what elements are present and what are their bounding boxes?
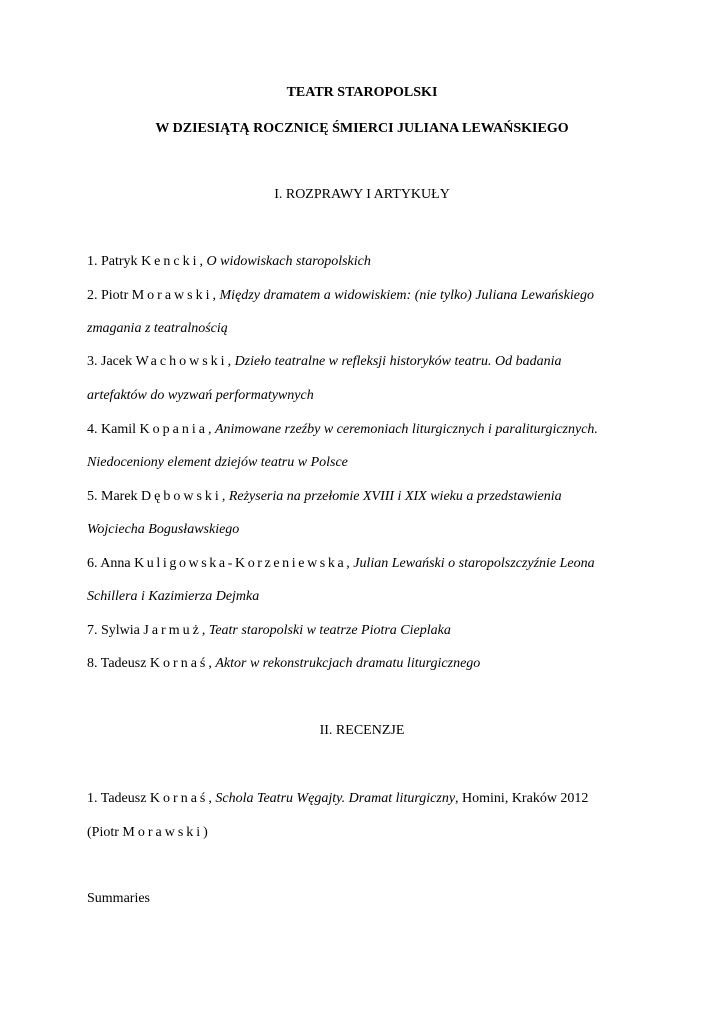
list-item: 2. Piotr Morawski, Między dramatem a widowiskiem: (nie tylko) Juliana Lewańskiego <box>87 288 594 303</box>
list-item: 3. Jacek Wachowski, Dzieło teatralne w refleksji historyków teatru. Od badania <box>87 354 562 369</box>
list-item: 6. Anna Kuligowska-Korzeniewska, Julian Lewański o staropolszczyźnie Leona <box>87 556 595 571</box>
article-title: Julian Lewański o staropolszczyźnie Leona <box>353 556 595 571</box>
list-item: 5. Marek Dębowski, Reżyseria na przełomie XVIII i XIX wieku a przedstawienia <box>87 489 562 504</box>
reviewer-last-name: Morawski <box>122 825 204 840</box>
list-item: 8. Tadeusz Kornaś, Aktor w rekonstrukcjach dramatu liturgicznego <box>87 656 481 671</box>
article-title: Reżyseria na przełomie XVIII i XIX wieku a przedstawienia <box>228 489 562 504</box>
author-last-name: Morawski <box>131 288 213 303</box>
review-publisher: , Homini, Kraków 2012 <box>455 791 589 806</box>
list-item: 7. Sylwia Jarmuż, Teatr staropolski w teatrze Piotra Cieplaka <box>87 623 451 638</box>
list-item-continuation <box>87 455 348 471</box>
section-heading-articles: I. ROZPRAWY I ARTYKUŁY <box>274 187 450 202</box>
list-item-continuation <box>87 522 239 538</box>
author-last-name: Jarmuż <box>143 623 202 638</box>
article-title: Animowane rzeźby w ceremoniach liturgicznych i paraliturgicznych. <box>214 422 598 437</box>
author-first-name: Tadeusz <box>100 656 147 671</box>
list-item-continuation <box>87 321 228 337</box>
document-subtitle: W DZIESIĄTĄ ROCZNICĘ ŚMIERCI JULIANA LEWAŃSKIEGO <box>155 121 569 136</box>
document-title: TEATR STAROPOLSKI <box>286 85 438 100</box>
article-title-cont: artefaktów do wyzwań performatywnych <box>87 388 314 403</box>
author-first-name: Anna <box>100 556 131 571</box>
author-first-name: Kamil <box>101 422 136 437</box>
list-item: 4. Kamil Kopania, Animowane rzeźby w ceremoniach liturgicznych i paraliturgicznych. <box>87 422 598 437</box>
article-title-cont: Niedoceniony element dziejów teatru w Polsce <box>87 455 348 470</box>
author-first-name: Piotr <box>101 288 129 303</box>
reviewer: (Piotr Morawski) <box>87 825 208 840</box>
author-first-name: Sylwia <box>101 623 140 638</box>
author-first-name: Patryk <box>101 254 138 269</box>
list-item: 1. Patryk Kencki, O widowiskach staropolskich <box>87 254 371 269</box>
summaries-heading: Summaries <box>87 891 150 906</box>
author-last-name: Kencki <box>141 254 200 269</box>
section-heading-reviews: II. RECENZJE <box>319 723 405 738</box>
author-last-name: Kornaś <box>149 791 209 806</box>
list-item-continuation <box>87 388 314 404</box>
author-last-name: Kornaś <box>149 656 209 671</box>
article-title: O widowiskach staropolskich <box>206 254 371 269</box>
article-title-cont: Wojciecha Bogusławskiego <box>87 522 240 537</box>
article-title: Aktor w rekonstrukcjach dramatu liturgicznego <box>215 656 481 671</box>
author-first-name: Jacek <box>101 354 133 369</box>
article-title: Między dramatem a widowiskiem: (nie tylko) Juliana Lewańskiego <box>219 288 594 303</box>
article-title-cont: zmagania z teatralnością <box>87 321 228 336</box>
list-item-continuation <box>87 589 259 605</box>
author-first-name: Marek <box>101 489 138 504</box>
review-item: 1. Tadeusz Kornaś, Schola Teatru Węgajty. Dramat liturgiczny, Homini, Kraków 2012 <box>87 791 589 806</box>
article-title-cont: Schillera i Kazimierza Dejmka <box>87 589 260 604</box>
author-first-name: Tadeusz <box>100 791 147 806</box>
article-title: Teatr staropolski w teatrze Piotra Cieplaka <box>208 623 451 638</box>
author-last-name: Kuligowska-Korzeniewska <box>134 556 347 571</box>
review-title: Schola Teatru Węgajty. Dramat liturgiczny <box>215 791 456 806</box>
article-title: Dzieło teatralne w refleksji historyków teatru. Od badania <box>234 354 562 369</box>
author-last-name: Dębowski <box>141 489 222 504</box>
author-last-name: Wachowski <box>135 354 228 369</box>
author-last-name: Kopania <box>139 422 208 437</box>
